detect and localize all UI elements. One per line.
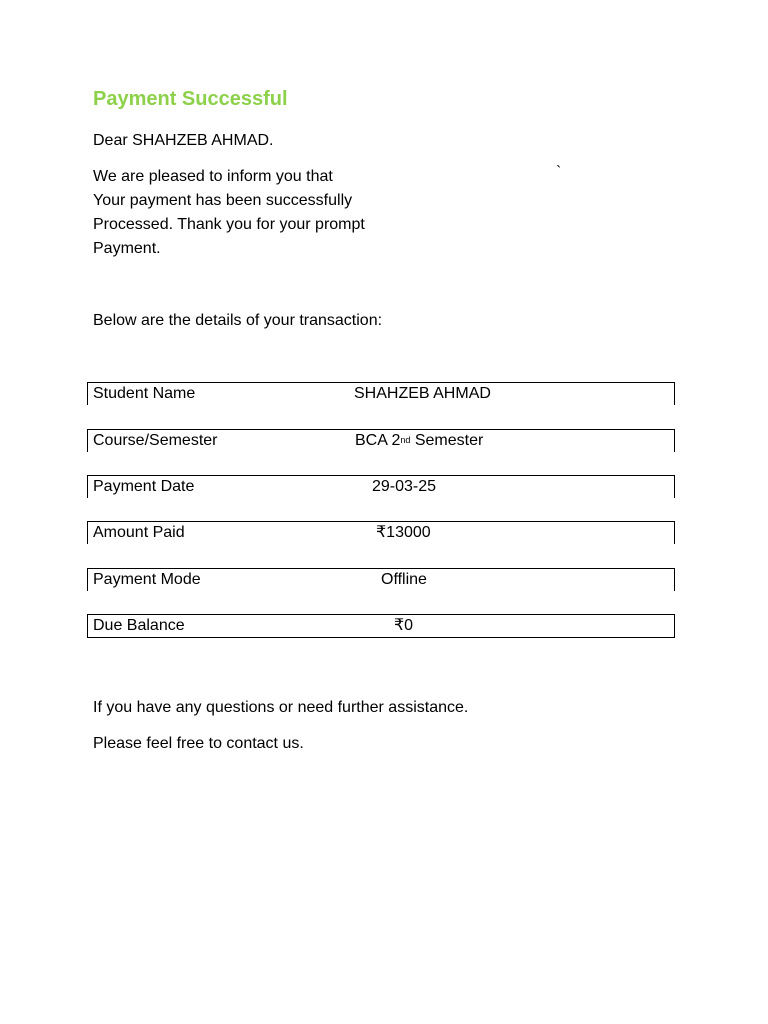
detail-label: Student Name [93, 385, 196, 402]
detail-row-payment-date [87, 475, 675, 498]
detail-row-amount-paid [87, 521, 675, 544]
details-intro: Below are the details of your transaction: [93, 312, 383, 329]
detail-label: Due Balance [93, 617, 185, 634]
detail-label: Course/Semester [93, 432, 218, 449]
detail-label: Payment Mode [93, 571, 201, 588]
intro-line-3: Processed. Thank you for your prompt [93, 216, 365, 233]
detail-value: SHAHZEB AHMAD [354, 385, 491, 402]
stray-mark: ` [556, 164, 562, 181]
detail-row-student-name [87, 382, 675, 405]
page-title: Payment Successful [93, 88, 288, 110]
detail-row-due-balance [87, 614, 675, 638]
detail-value: ₹0 [394, 617, 414, 634]
detail-value [355, 431, 483, 451]
closing-line-2: Please feel free to contact us. [93, 735, 304, 752]
course-value-superscript: nd [400, 435, 411, 445]
detail-row-payment-mode [87, 568, 675, 591]
course-value-prefix: BCA 2 [355, 432, 401, 449]
detail-label: Payment Date [93, 478, 195, 495]
detail-value: 29-03-25 [372, 478, 437, 495]
detail-row-course-semester [87, 429, 675, 452]
course-value-suffix: Semester [410, 432, 484, 449]
closing-line-1: If you have any questions or need further assistance. [93, 699, 469, 716]
detail-value: ₹13000 [376, 524, 431, 541]
intro-line-2: Your payment has been successfully [93, 192, 353, 209]
greeting: Dear SHAHZEB AHMAD. [93, 132, 274, 149]
intro-line-4: Payment. [93, 240, 161, 257]
detail-label: Amount Paid [93, 524, 185, 541]
intro-line-1: We are pleased to inform you that [93, 168, 333, 185]
detail-value: Offline [381, 571, 427, 588]
